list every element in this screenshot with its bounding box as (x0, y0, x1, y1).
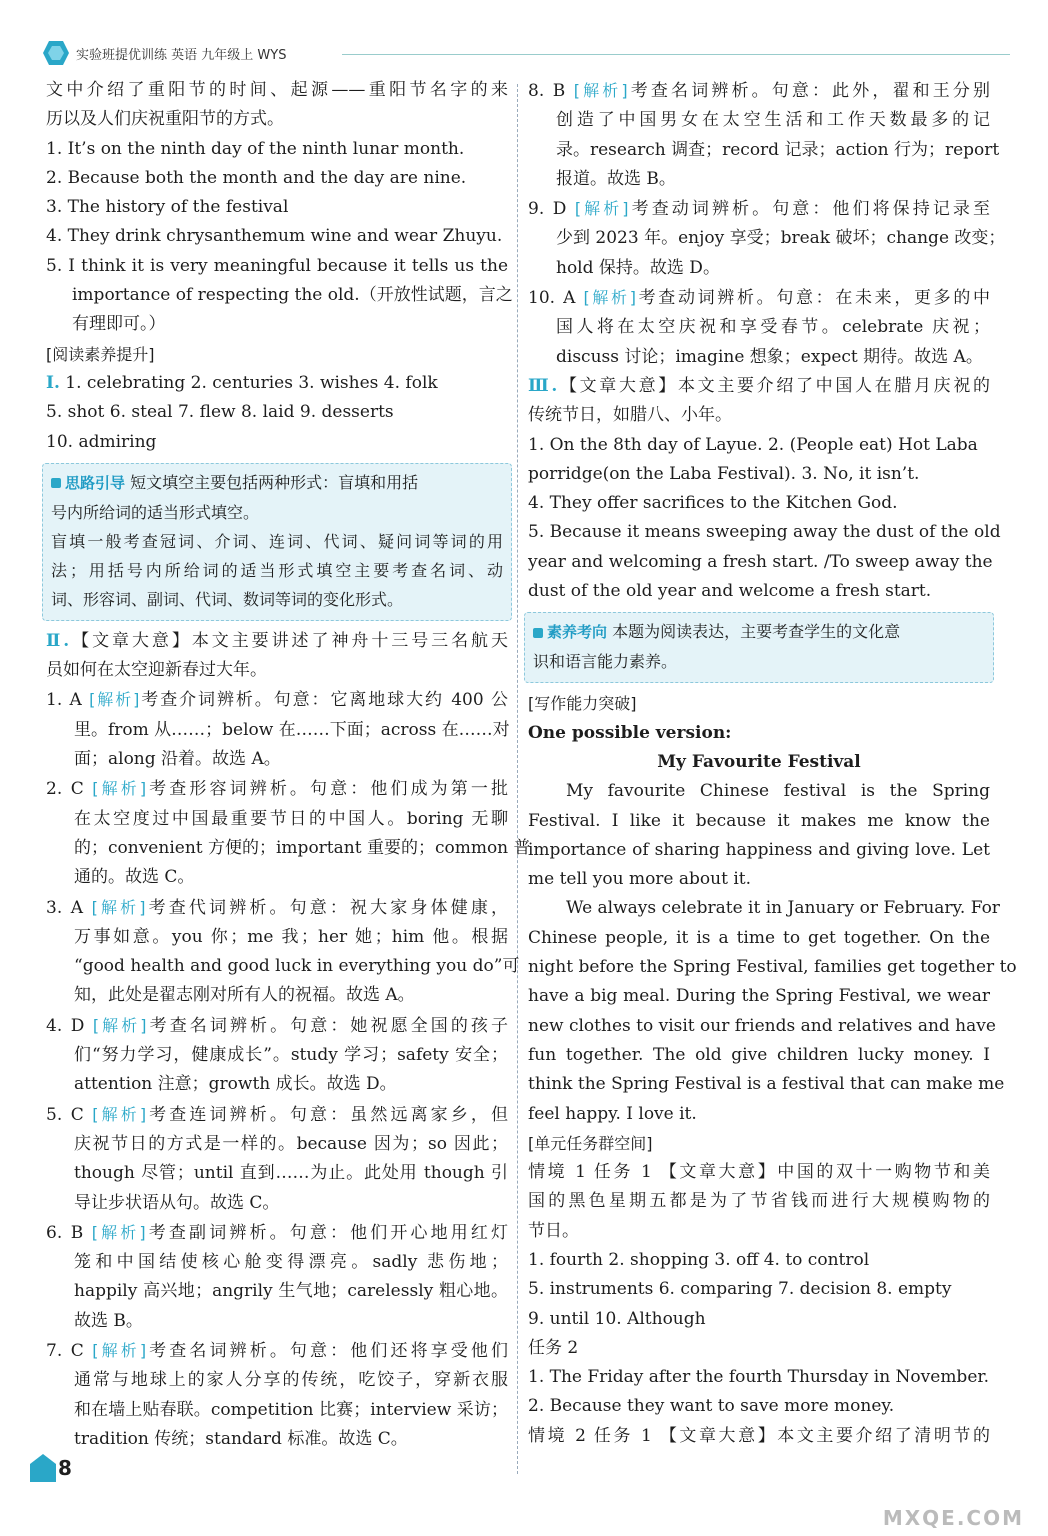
hexagon-logo-icon (42, 40, 70, 66)
explanation-text: 故选 B。 (74, 1310, 143, 1331)
explanation-text: 通的。故选 C。 (74, 867, 195, 888)
explanation-text: 报道。故选 B。 (556, 168, 676, 189)
analysis-tag: [解析] (91, 897, 146, 917)
answer-line: 有理即可。） (72, 314, 166, 335)
explanation-item (46, 774, 508, 804)
guide-box (42, 463, 512, 621)
literacy-line: 识和语言能力素养。 (533, 652, 678, 672)
explanation-item (46, 685, 508, 715)
explanation-text: 录。research 调查；record 记录；action 行为；report (556, 139, 1000, 160)
section-heading-unit: [单元任务群空间] (528, 1133, 653, 1153)
explanation-text: 考查动词辨析。句意：他们将保持记录至 (628, 199, 990, 220)
page-number: 8 (58, 1456, 72, 1480)
explanation-item (46, 1218, 508, 1248)
item-number: 5. C (46, 1104, 84, 1125)
explanation-text: 考查介词辨析。句意：它离地球大约 400 公 (139, 690, 509, 711)
essay-line: new clothes to visit our friends and relatives and have (528, 1015, 996, 1036)
watermark: MXQE.COM (882, 1506, 1024, 1530)
analysis-tag: [解析] (92, 1015, 147, 1035)
essay-line: We always celebrate it in January or February. For (566, 898, 1000, 919)
analysis-tag: [解析] (573, 81, 628, 100)
explanation-text: attention 注意；growth 成长。故选 D。 (74, 1074, 397, 1095)
explanation-text: 考查连词辨析。句意：虽然远离家乡，但 (146, 1104, 508, 1125)
intro-line: 历以及人们庆祝重阳节的方式。 (46, 109, 284, 130)
section-heading-reading: [阅读素养提升] (46, 344, 155, 364)
answer-line: 4. They drink chrysanthemum wine and wear Zhuyu. (46, 226, 503, 247)
explanation-text: 考查代词辨析。句意：祝大家身体健康， (145, 897, 508, 918)
intro-line: 文中介绍了重阳节的时间、起源——重阳节名字的来 (46, 80, 508, 100)
explanation-text: happily 高兴地；angrily 生气地；carelessly 粗心地。 (74, 1281, 508, 1302)
explanation-text: 考查名词辨析。句意：他们还将享受他们 (146, 1340, 508, 1361)
essay-line: Festival. I like it because it makes me know the (528, 810, 990, 831)
answer-line: dust of the old year and welcome a fresh start. (528, 581, 932, 602)
explanation-text: 考查副词辨析。句意：他们开心地用红灯 (145, 1222, 508, 1243)
analysis-tag: [解析] (89, 690, 140, 710)
square-bullet-icon (533, 628, 543, 638)
explanation-item (528, 194, 990, 224)
explanation-text: 创造了中国男女在太空生活和工作天数最多的记 (556, 110, 990, 131)
essay-line: me tell you more about it. (528, 869, 752, 890)
analysis-tag: [解析] (92, 1340, 147, 1360)
literacy-box (524, 612, 994, 683)
answer-line: 10. admiring (46, 431, 157, 452)
explanation-text: 万事如意。you 你；me 我；her 她；him 他。根据 (74, 926, 508, 947)
situation-line: 情境 2 任务 1 【文章大意】本文主要介绍了清明节的 (528, 1425, 990, 1446)
item-number: 9. D (528, 199, 567, 220)
essay-line: fun together. The old give children lucky money. I (528, 1044, 990, 1065)
literacy-label: 素养考向 (547, 623, 608, 642)
summary-line: 【文章大意】本文主要介绍了中国人在腊月庆祝的 (557, 375, 991, 396)
roman-numeral: Ⅲ. (528, 375, 558, 396)
answer-line: 1. It’s on the ninth day of the ninth lunar month. (46, 138, 465, 159)
analysis-tag: [解析] (92, 779, 147, 799)
explanation-list (46, 685, 531, 1454)
answer-line: 2. Because they want to save more money. (528, 1396, 895, 1417)
section-heading-writing: [写作能力突破] (528, 694, 637, 714)
answer-line: importance of respecting the old.（开放性试题，言之 (72, 285, 513, 306)
column-divider (517, 84, 518, 1474)
page-marker-icon (28, 1452, 58, 1484)
essay-line: Chinese people, it is a time to get together. On the (528, 927, 990, 948)
situation-line: 国的黑色星期五都是为了节省钱而进行大规模购物的 (528, 1191, 990, 1212)
right-column (528, 76, 1017, 1451)
item-number: 6. B (46, 1222, 84, 1243)
guide-line: 短文填空主要包括两种形式：盲填和用括 (130, 472, 419, 492)
item-number: 1. A (46, 690, 82, 711)
explanation-text: 庆祝节日的方式是一样的。because 因为；so 因此； (74, 1133, 508, 1154)
item-number: 7. C (46, 1340, 84, 1361)
explanation-text: 考查形容词辨析。句意：他们成为第一批 (146, 779, 508, 800)
task-label: 任务 2 (528, 1337, 579, 1358)
essay-line: have a big meal. During the Spring Festival, we wear (528, 986, 990, 1007)
explanation-item (46, 1336, 508, 1366)
explanation-text: “good health and good luck in everything you do”可 (74, 956, 520, 977)
guide-line: 法；用括号内所给词的适当形式填空主要考查名词、动 (51, 560, 503, 580)
explanation-text: 知，此处是翟志刚对所有人的祝福。故选 A。 (74, 985, 415, 1006)
answer-line: year and welcoming a fresh start. /To sweep away the (528, 551, 993, 572)
situation-line: 情境 1 任务 1 【文章大意】中国的双十一购物节和美 (528, 1162, 990, 1183)
answer-line: 5. instruments 6. comparing 7. decision 8. empty (528, 1279, 952, 1300)
page-header (42, 40, 1010, 68)
essay-title: My Favourite Festival (657, 751, 861, 772)
version-label: One possible version: (528, 722, 732, 743)
answer-line: 2. Because both the month and the day are nine. (46, 167, 467, 188)
explanation-text: 在太空度过中国最重要节日的中国人。boring 无聊 (74, 808, 508, 829)
book-title: 实验班提优训练 英语 九年级上 WYS (76, 48, 287, 63)
answer-line: 1. The Friday after the fourth Thursday in November. (528, 1367, 990, 1388)
essay-line: My favourite Chinese festival is the Spring (566, 781, 990, 802)
item-number: 2. C (46, 779, 84, 800)
guide-label: 思路引导 (65, 473, 126, 492)
left-column (46, 76, 531, 1454)
explanation-item (46, 893, 508, 923)
essay-line: importance of sharing happiness and giving love. Let (528, 839, 990, 860)
answer-line: 9. until 10. Although (528, 1308, 706, 1329)
explanation-text: 和在墙上贴春联。competition 比赛；interview 采访； (74, 1399, 508, 1420)
explanation-text: tradition 传统；standard 标准。故选 C。 (74, 1428, 408, 1449)
guide-line: 号内所给词的适当形式填空。 (51, 502, 260, 522)
explanation-text: 的；convenient 方便的；important 重要的；common 普 (74, 837, 531, 858)
summary-line: 员如何在太空迎新春过大年。 (46, 660, 267, 681)
analysis-tag: [解析] (92, 1104, 147, 1124)
page-number-badge (28, 1452, 78, 1486)
explanation-text: 通常与地球上的家人分享的传统，吃饺子，穿新衣服 (74, 1370, 508, 1391)
answer-line: porridge(on the Laba Festival). 3. No, it isn’t. (528, 463, 920, 484)
answer-line: 5. I think it is very meaningful because it tells us the (46, 255, 508, 276)
header-rule (342, 54, 1010, 55)
explanation-text: 导让步状语从句。故选 C。 (74, 1192, 280, 1213)
essay-line: night before the Spring Festival, families get together to (528, 957, 1017, 978)
roman-numeral: Ⅱ. (46, 630, 70, 651)
essay-line: feel happy. I love it. (528, 1103, 697, 1124)
item-number: 10. A (528, 288, 576, 309)
answer-line: 5. Because it means sweeping away the dust of the old (528, 522, 1001, 543)
explanation-item (528, 76, 990, 106)
explanation-text: though 尽管；until 直到……为止。此处用 though 引 (74, 1163, 508, 1184)
explanation-text: 国人将在太空庆祝和享受春节。celebrate 庆祝； (556, 317, 990, 338)
essay-body (528, 777, 1017, 1129)
square-bullet-icon (51, 478, 61, 488)
explanation-list (528, 76, 1006, 372)
explanation-text: 少到 2023 年。enjoy 享受；break 破坏；change 改变； (556, 228, 1006, 249)
explanation-text: 里。from 从……；below 在……下面；across 在……对 (74, 719, 510, 740)
explanation-text: 考查名词辨析。句意：此外，翟和王分别 (627, 81, 990, 101)
analysis-tag: [解析] (583, 288, 636, 308)
analysis-tag: [解析] (91, 1222, 146, 1242)
item-number: 3. A (46, 897, 84, 918)
analysis-tag: [解析] (574, 199, 629, 219)
explanation-text: 考查动词辨析。句意：在未来，更多的中 (635, 288, 991, 309)
explanation-text: hold 保持。故选 D。 (556, 257, 720, 278)
essay-line: think the Spring Festival is a festival that can make me (528, 1074, 1005, 1095)
answer-line: 1. fourth 2. shopping 3. off 4. to control (528, 1249, 870, 1270)
answer-line: 1. celebrating 2. centuries 3. wishes 4. folk (65, 372, 438, 393)
explanation-text: 考查名词辨析。句意：她祝愿全国的孩子 (146, 1015, 508, 1036)
item-number: 8. B (528, 81, 566, 101)
guide-line: 词、形容词、副词、代词、数词等词的变化形式。 (51, 589, 404, 609)
guide-line: 盲填一般考查冠词、介词、连词、代词、疑问词等词的用 (51, 531, 503, 551)
explanation-item (528, 283, 990, 313)
situation-line: 节日。 (528, 1220, 579, 1241)
roman-numeral: Ⅰ. (46, 372, 60, 393)
explanation-text: discuss 讨论；imagine 想象；expect 期待。故选 A。 (556, 346, 983, 367)
explanation-text: 们“努力学习，健康成长”。study 学习；safety 安全； (74, 1045, 508, 1066)
item-number: 4. D (46, 1015, 85, 1036)
answer-line: 4. They offer sacrifices to the Kitchen God. (528, 493, 898, 514)
answer-line: 1. On the 8th day of Layue. 2. (People eat) Hot Laba (528, 434, 978, 455)
answer-line: 3. The history of the festival (46, 197, 289, 218)
explanation-text: 面；along 沿着。故选 A。 (74, 749, 281, 770)
summary-line: 传统节日，如腊八、小年。 (528, 405, 732, 426)
explanation-item (46, 1011, 508, 1041)
answer-line: 5. shot 6. steal 7. flew 8. laid 9. desserts (46, 402, 394, 423)
summary-line: 【文章大意】本文主要讲述了神舟十三号三名航天 (69, 630, 509, 651)
explanation-item (46, 1100, 508, 1130)
explanation-text: 笼和中国结使核心舱变得漂亮。sadly 悲伤地； (74, 1252, 508, 1273)
literacy-line: 本题为阅读表达，主要考查学生的文化意 (612, 622, 901, 642)
